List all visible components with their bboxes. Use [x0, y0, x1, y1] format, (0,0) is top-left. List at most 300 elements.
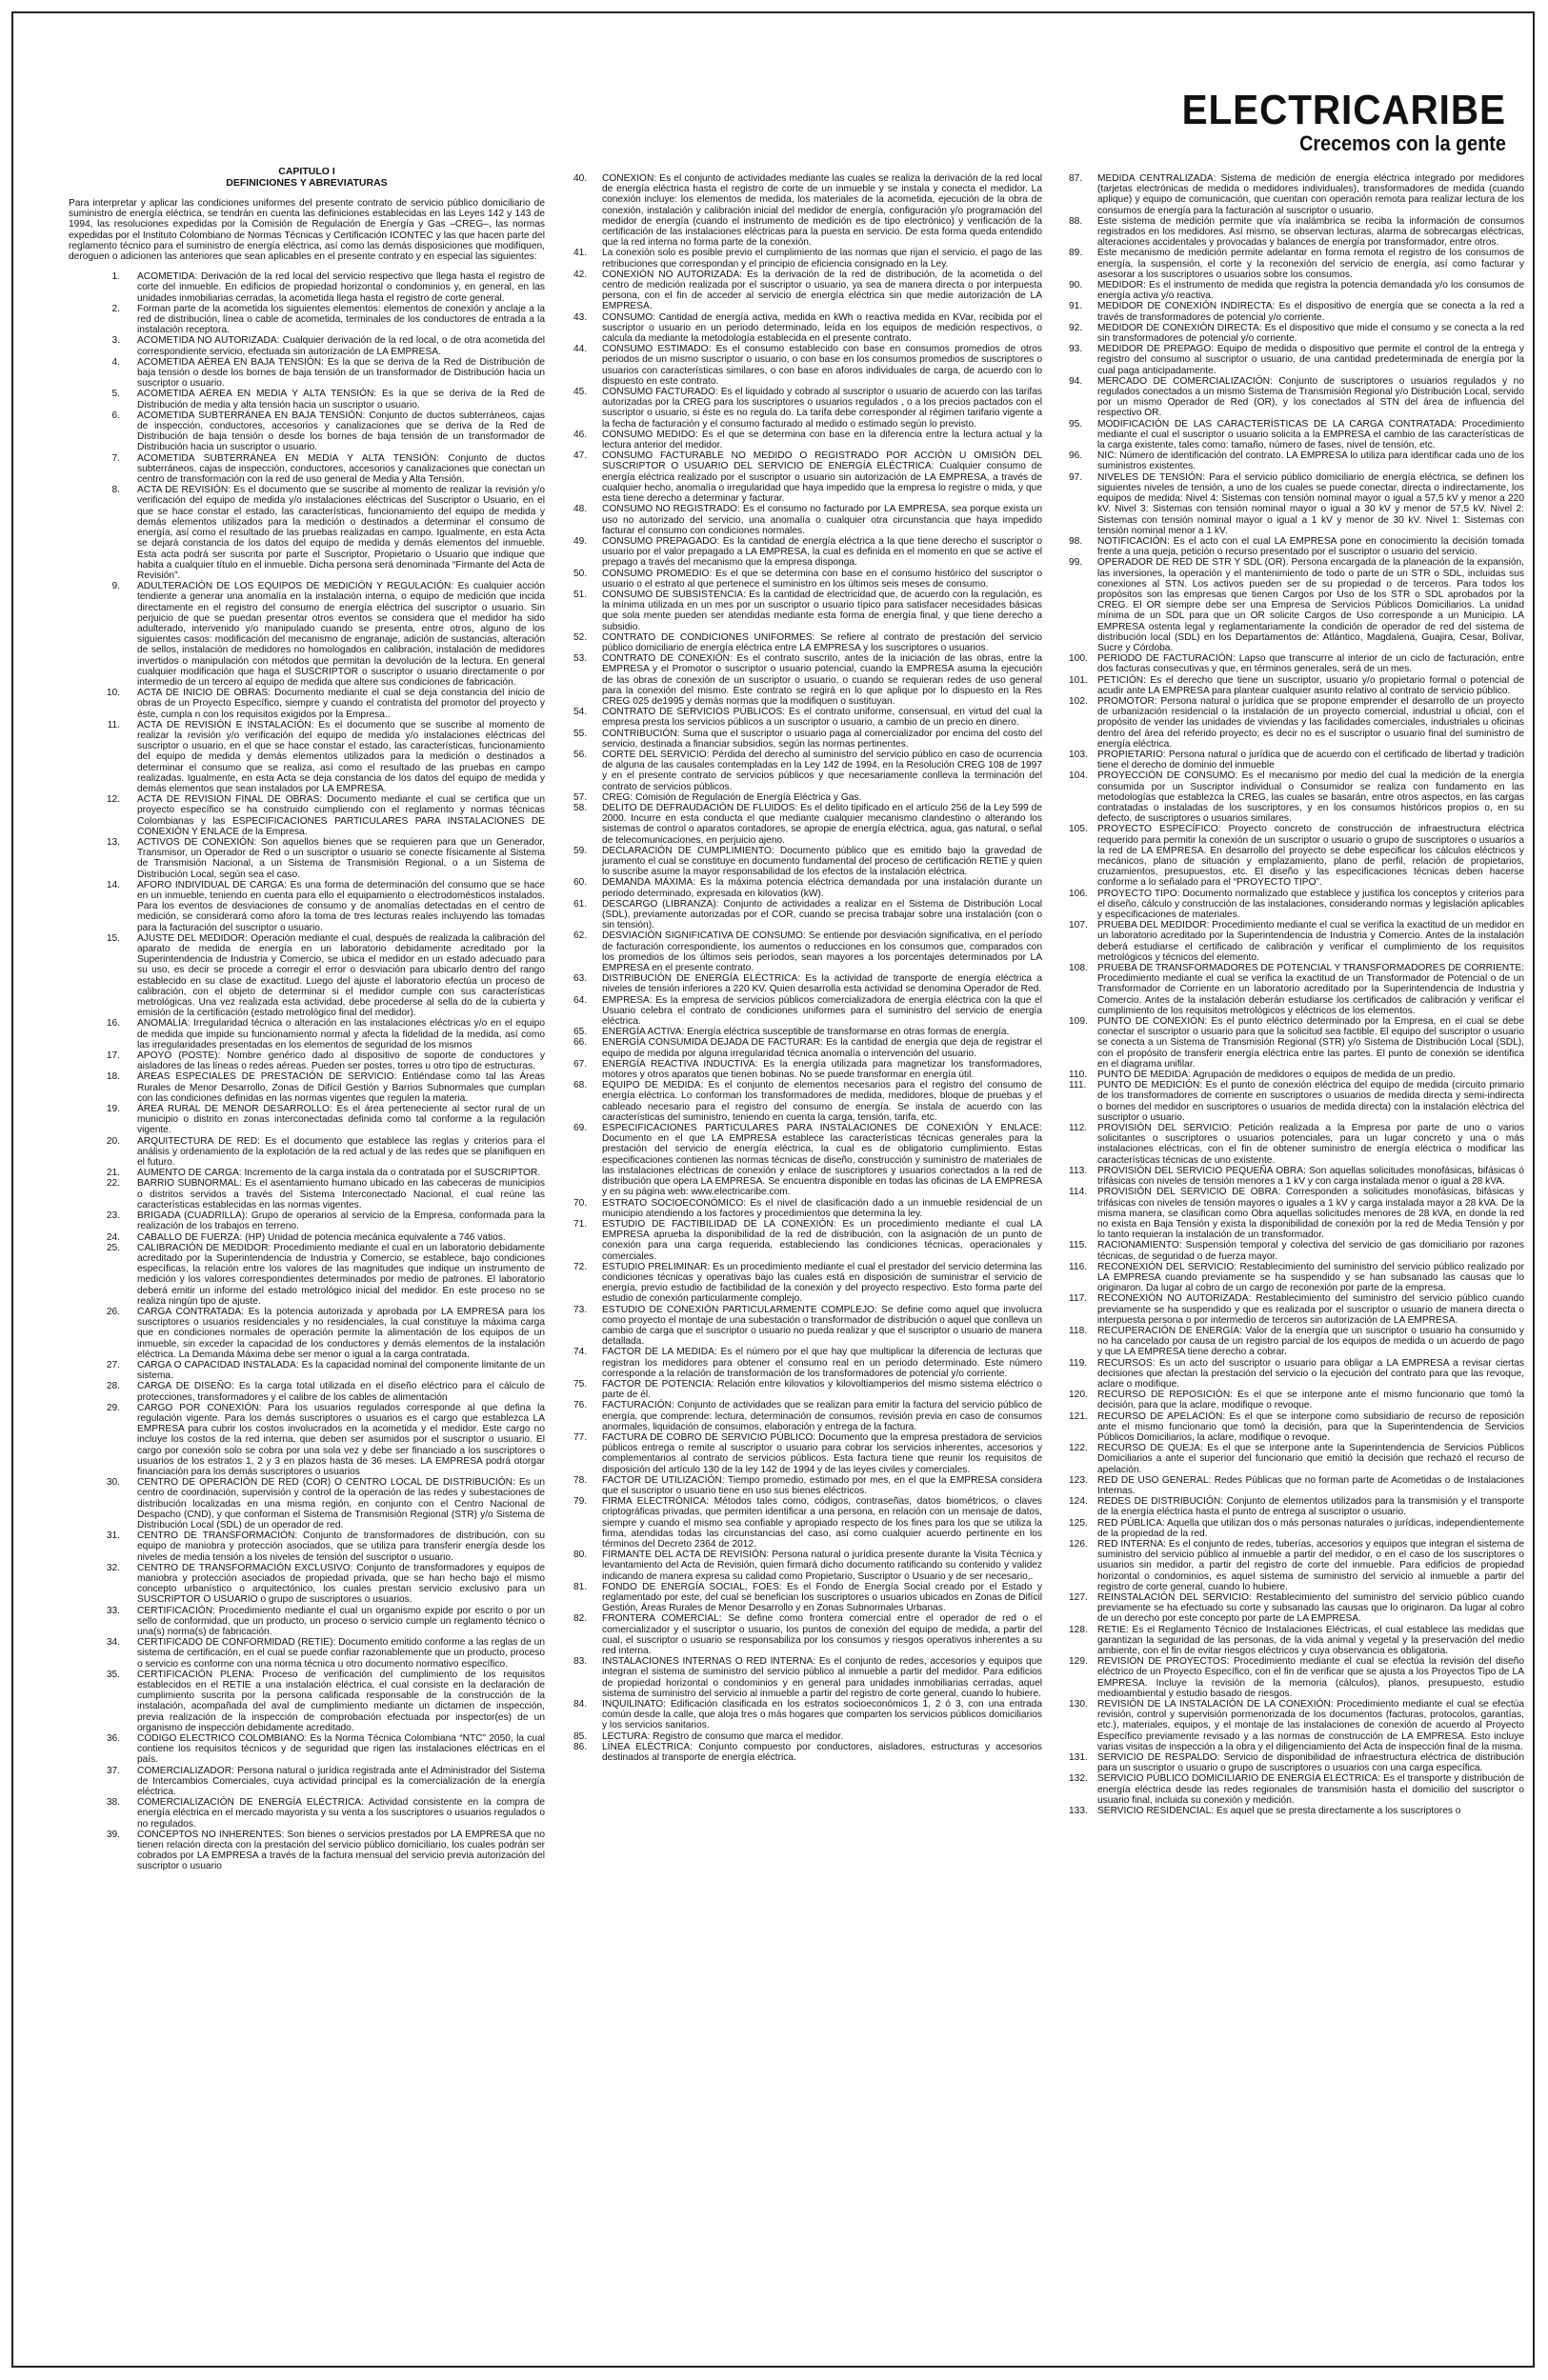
- definition-number: 58.: [573, 802, 588, 813]
- definition-item: [573, 995, 1042, 1028]
- definition-text: MEDIDOR DE CONEXIÓN INDIRECTA: Es el dispositivo de energía que se conecta a la red a través de transformadores de potencial y/o corriente.: [1097, 301, 1524, 323]
- definition-number: 117.: [1069, 1293, 1088, 1305]
- definition-item: [1069, 1411, 1524, 1444]
- definition-text: FACTOR DE UTILIZACIÓN: Tiempo promedio, estimado por mes, en el que la EMPRESA considera que el suscriptor o usuario tiene en uso sus bienes eléctricos.: [602, 1474, 1042, 1496]
- definition-number: 121.: [1069, 1410, 1088, 1422]
- definition-number: 54.: [573, 707, 588, 718]
- definition-text: CARGO POR CONEXIÓN: Para los usuarios regulados corresponde al que defina la regulación vigente. Para los demás suscriptores o usuarios es el cargo que establezca LA EMPRESA para cubrir los costos involucrados en la acometida y el medidor. Este cargo no incluye los costos de la red interna, que deben ser asumidos por el suscriptor o usuario. El cargo por conexión solo se cobra por una sola vez y debe ser financiado a los suscriptores o usuarios de los estratos 1, 2 y 3 en plazos hasta de 36 meses. LA EMPRESA podrá otorgar financiación para los demás suscriptores o usuarios: [137, 1402, 545, 1477]
- definition-item: [69, 1530, 545, 1563]
- definition-item: [69, 1104, 545, 1136]
- definition-text: INQUILINATO: Edificación clasificada en los estratos socioeconómicos 1, 2 ó 3, con una entrada común desde la calle, que aloja tres o más hogares que comparten los servicios públicos domiciliarios y los servicios sanitarios.: [602, 1699, 1042, 1731]
- definition-number: 46.: [573, 429, 588, 440]
- definition-text: SERVICIO DE RESPALDO: Servicio de disponibilidad de infraestructura eléctrica de distribución para un suscriptor o usuario o grupo de suscriptores o usuarios con una carga específica.: [1097, 1752, 1524, 1774]
- definition-text: RECUPERACIÓN DE ENERGÍA: Valor de la energía que un suscriptor o usuario ha consumido y no ha cancelado por causa de un registro parcial de los equipos de medida o un acuerdo de pago y que LA EMPRESA tiene derecho a cobrar.: [1097, 1325, 1524, 1358]
- definition-item: [69, 720, 545, 794]
- definition-item: [573, 1400, 1042, 1432]
- definition-item: [1069, 1806, 1524, 1816]
- definition-item: [69, 1210, 545, 1231]
- definition-item: [69, 1071, 545, 1104]
- definition-item: [573, 1379, 1042, 1400]
- definition-text: CENTRO DE TRANSFORMACIÓN EXCLUSIVO: Conjunto de transformadores y equipos de maniobra y protección asociados de propiedad privada, que se han hecho bajo el mismo concepto urbanístico o arquitectónico, los cuales prestan servicio exclusivo para un SUSCRIPTOR O USUARIO o grupo de suscriptores o usuarios.: [137, 1562, 545, 1606]
- definition-text: RED PÚBLICA: Aquella que utilizan dos o más personas naturales o jurídicas, independientemente de la propiedad de la red.: [1097, 1517, 1524, 1539]
- definition-number: 5.: [111, 389, 120, 400]
- definition-text: DESCARGO (LIBRANZA): Conjunto de actividades a realizar en el Sistema de Distribución Local (SDL), previamente autorizadas por el COR, cuando se precisa trabajar sobre una instalación (con o sin tensión).: [602, 898, 1042, 931]
- definition-item: [573, 653, 1042, 707]
- definition-text: INSTALACIONES INTERNAS O RED INTERNA: Es el conjunto de redes, accesorios y equipos que integran el sistema de suministro del servicio público al inmueble a partir del medidor. Para edificios de propiedad horizontal o condominios y en general para unidades inmobiliarias cerradas, aquel sistema de suministro del servicio al inmueble a partir del registro de corte general, cuando lo hubiere.: [602, 1656, 1042, 1699]
- definition-text: FACTOR DE POTENCIA: Relación entre kilovatios y kilovoltiamperios del mismo sistema eléctrico o parte de él.: [602, 1378, 1042, 1401]
- definition-number: 83.: [573, 1656, 588, 1668]
- definition-text: ADULTERACIÓN DE LOS EQUIPOS DE MEDICIÓN Y REGULACIÓN: Es cualquier acción tendiente a generar una anomalía en la instalación interna, o equipo de medición que incida directamente en el registro del consumo de energía eléctrica del suscriptor o usuario. Sin perjuicio de que se puedan presentar otros eventos se considera que el medidor ha sido adulterado, intervenido y/o manipulado cuando se presenta, entre otros, alguno de los siguientes casos: modificación del mecanismo de engranaje, adición de sustancias, alteración de sellos, instalación de medidores no homologados en calibración, instalación de medidores invertidos o manipulación con métodos que permitan la devolución de la lectura. En general cualquier modificación que haga el SUSCRIPTOR o suscriptor o usuario directamente o por intermedio de un tercero al equipo de medida que altere sus condiciones de fabricación.: [137, 581, 545, 688]
- definition-number: 55.: [573, 728, 588, 739]
- definition-number: 88.: [1069, 215, 1083, 227]
- definition-item: [573, 750, 1042, 792]
- definition-item: [1069, 1752, 1524, 1773]
- definition-number: 32.: [106, 1562, 120, 1573]
- definition-number: 28.: [106, 1381, 120, 1392]
- definition-item: [573, 1219, 1042, 1262]
- definition-text: CREG: Comisión de Regulación de Energía Eléctrica y Gas.: [602, 791, 862, 803]
- definition-text: CARGA DE DISEÑO: Es la carga total utilizada en el diseño eléctrico para el cálculo de protecciones, transformadores y el calibre de los cables de alimentación: [137, 1381, 545, 1403]
- definition-text: PROVISIÓN DEL SERVICIO: Petición realizada a la Empresa por parte de uno o varios solicitantes o suscriptores o usuarios potenciales, para un lugar concreto y una o más instalaciones eléctricas, con el fin de obtener suministro de energía eléctrica o modificar las características técnicas de uno existente.: [1097, 1123, 1524, 1166]
- definition-item: [1069, 770, 1524, 824]
- definition-item: [69, 304, 545, 336]
- definition-number: 73.: [573, 1304, 588, 1315]
- definition-text: ACOMETIDA AÉREA EN BAJA TENSIÓN: Es la que se deriva de la Red de Distribución de baja tensión o desde los bornes de baja tensión de un transformador de Distribución hacia un suscriptor o usuario.: [137, 356, 545, 390]
- definition-item: [1069, 1240, 1524, 1261]
- definition-number: 18.: [106, 1071, 120, 1083]
- definition-text: PROPIETARIO: Persona natural o jurídica que de acuerdo con el certificado de libertad y tradición tiene el derecho de dominio del inmueble: [1097, 749, 1524, 771]
- definition-text: CONSUMO: Cantidad de energía activa, medida en kWh o reactiva medida en KVar, recibida por el suscriptor o usuario en un periodo determinado, leída en los equipos de medición respectivos, o calcula da mediante la metodología establecida en el presente contrato.: [602, 311, 1042, 345]
- definition-number: 63.: [573, 973, 588, 985]
- definition-number: 19.: [106, 1104, 120, 1115]
- definition-text: REVISIÓN DE PROYECTOS: Procedimiento mediante el cual se efectúa la revisión del diseño eléctrico de un Proyecto Específico, con el fin de verificar que se ajusta a los Proyectos Tipo de LA EMPRESA. Incluye la revisión de la memoria (cálculos), planos, presupuesto, estudio medioambiental y estudio basado de riesgos.: [1097, 1656, 1524, 1699]
- definition-item: [1069, 963, 1524, 1016]
- definition-number: 106.: [1069, 888, 1088, 899]
- definition-text: CORTE DEL SERVICIO: Pérdida del derecho al suministro del servicio público en caso de ocurrencia de alguna de las causales contempladas en la Ley 142 de 1994, en la Resolución CREG 108 de 1997 y en el presente contrato de servicios públicos y que necesariamente conlleva la terminación del contrato de servicios públicos.: [602, 749, 1042, 792]
- definition-item: [69, 1136, 545, 1169]
- definition-item: [573, 173, 1042, 248]
- definition-number: 112.: [1069, 1123, 1088, 1134]
- definition-number: 72.: [573, 1261, 588, 1272]
- definition-item: [1069, 920, 1524, 963]
- definition-number: 118.: [1069, 1325, 1088, 1336]
- definition-item: [1069, 419, 1524, 451]
- definition-number: 1.: [111, 271, 120, 283]
- definition-item: [573, 877, 1042, 898]
- definition-text: NIC: Número de identificación del contrato. LA EMPRESA lo utiliza para identificar cada uno de los suministros existentes.: [1097, 450, 1524, 472]
- definition-text: ACOMETIDA SUBTERRÁNEA EN MEDIA Y ALTA TENSIÓN: Conjunto de ductos subterráneos, cajas de inspección, conductores, accesorios y canalizaciones que conectan un centro de transformación con la red de uso general de Media y Alta Tensión.: [137, 452, 545, 486]
- definition-text: FIRMA ELECTRÓNICA: Métodos tales como, códigos, contraseñas, datos biométricos, o claves criptográficas privadas, que permiten identificar a una persona, en relación con un mensaje de datos, siempre y cuando el mismo sea confiable y apropiado respecto de los fines para los que se utiliza la firma, atendidas todas las circunstancias del caso, así como cualquier acuerdo pertinente en los términos del Decreto 2364 de 2012.: [602, 1496, 1042, 1550]
- definition-number: 76.: [573, 1400, 588, 1411]
- definition-number: 6.: [111, 410, 120, 421]
- definition-number: 93.: [1069, 344, 1083, 355]
- definition-item: [1069, 323, 1524, 344]
- definition-number: 68.: [573, 1080, 588, 1091]
- definition-item: [69, 688, 545, 720]
- definition-text: FACTURA DE COBRO DE SERVICIO PÚBLICO: Documento que la empresa prestadora de servicios públicos entrega o remite al suscriptor o usuario para cobrar los servicios inherentes, accesorios y complementarios al contrato de servicios públicos. Esta factura tiene que reunir los requisitos de disposición del artículo 130 de la ley 142 de 1994 y de las leyes civiles y comerciales.: [602, 1431, 1042, 1475]
- definition-item: [573, 450, 1042, 504]
- definition-number: 92.: [1069, 322, 1083, 333]
- definition-number: 96.: [1069, 450, 1083, 462]
- definition-text: ESTUDIO DE FACTIBILIDAD DE LA CONEXIÓN: Es un procedimiento mediante el cual LA EMPRESA aprueba la disponibilidad de la red de distribución, con la asignación de un punto de conexión para una carga requerida, estableciendo las condiciones técnicas, operacionales y comerciales.: [602, 1218, 1042, 1262]
- definitions-list-2: [573, 173, 1042, 1763]
- definition-item: [573, 1699, 1042, 1731]
- definition-text: BARRIO SUBNORMAL: Es el asentamiento humano ubicado en las cabeceras de municipios o distritos servidos a través del Sistema Interconectado Nacional, el cual reúne las características establecidas en las normas vigentes.: [137, 1178, 545, 1210]
- definition-number: 64.: [573, 994, 588, 1006]
- definition-number: 16.: [106, 1018, 120, 1030]
- definition-text: FACTURACIÓN: Conjunto de actividades que se realizan para emitir la factura del servicio público de energía, que comprende: lectura, determinación de consumos, revisión previa en caso de consumos anormales, liquidación de consumos, elaboración y entrega de la factura.: [602, 1400, 1042, 1432]
- definition-number: 15.: [106, 932, 120, 944]
- definition-number: 90.: [1069, 280, 1083, 291]
- definition-number: 75.: [573, 1378, 588, 1390]
- definition-text: PUNTO DE CONEXIÓN: Es el punto eléctrico determinado por la Empresa, en el cual se debe conectar el suscriptor o usuario para que la solicitud sea factible. El equipo del suscriptor o usuario se conecta a un Sistema de Transmisión Regional (STR) y/o Sistema de Distribución Local (SDL), con el propósito de transferir energía eléctrica entre las partes. El punto de conexión se identifica en el diagrama unifilar.: [1097, 1016, 1524, 1070]
- definition-text: REINSTALACIÓN DEL SERVICIO: Restablecimiento del suministro del servicio público cuando previamente se ha efectuado su corte y subsanado las causas que lo originaron. Da lugar al cobro de un derecho por este concepto por parte de LA EMPRESA.: [1097, 1592, 1524, 1625]
- definition-text: MODIFICACIÓN DE LAS CARACTERÍSTICAS DE LA CARGA CONTRATADA: Procedimiento mediante el cual el suscriptor o usuario solicita a la EMPRESA el cambio de las características de la carga existente, tales como: tamaño, número de fases, nivel de tensión, etc.: [1097, 418, 1524, 451]
- definition-item: [573, 1432, 1042, 1475]
- definition-number: 21.: [106, 1168, 120, 1179]
- definition-text: CENTRO DE OPERACIÓN DE RED (COR) O CENTRO LOCAL DE DISTRIBUCIÓN: Es un centro de coordinación, supervisión y control de la operación de las redes y subestaciones de distribución localizadas en una misma región, en conjunto con el Centro Nacional de Despacho (CND), y que conforman el Sistema de Transmisión Regional (STR) y/o Sistema de Distribución Local (SDL) de un operador de red.: [137, 1477, 545, 1530]
- definition-item: [573, 430, 1042, 450]
- definition-item: [1069, 1187, 1524, 1240]
- definition-number: 78.: [573, 1474, 588, 1486]
- definition-item: [1069, 248, 1524, 280]
- definition-item: [573, 270, 1042, 312]
- definition-number: 97.: [1069, 471, 1083, 483]
- definition-text: PROYECCIÓN DE CONSUMO: Es el mecanismo por medio del cual la medición de la energía consumida por un Suscriptor individual o Consumidor se realiza con fundamento en las metodologías que establezca la CREG, las cuales se basarán, entre otros aspectos, en las cargas contratadas o instaladas de los suscriptores, y en los consumos históricos propios o, en su defecto, de suscriptores o usuarios similares.: [1097, 770, 1524, 825]
- definition-number: 23.: [106, 1210, 120, 1222]
- definition-text: CONEXIÓN NO AUTORIZADA: Es la derivación de la red de distribución, de la acometida o del centro de medición realizada por el suscriptor o usuario, ya sea de manera directa o por interpuesta persona, con el fin de acceder al servicio de energía eléctrica sin que medie autorización de LA EMPRESA.: [602, 269, 1042, 312]
- definition-text: ACTA DE REVISIÓN: Es el documento que se suscribe al momento de realizar la revisión y/o verificación del equipo de medida y/o instalaciones eléctricas del Suscriptor o Usuario, en el que se hace constar el estado, las características, funcionamiento del equipo de medida y demás elementos utilizados para la medición o destinados a determinar el consumo de energía, así como el resultado de las pruebas realizadas en campo. Igualmente, en esta Acta se dejará constancia de los datos del equipo de medida y demás elementos del inmueble. Esta acta podrá ser suscrita por parte el Suscriptor, Propietario o Usuario que indique que habita a cualquier título en el inmueble. Dicha persona será denominada “Firmante del Acta de Revisión”.: [137, 485, 545, 581]
- definition-text: PUNTO DE MEDICIÓN: Es el punto de conexión eléctrica del equipo de medida (circuito primario de los transformadores de corriente en suscriptores o usuarios de medida directa y semi-indirecta o bornes del medidor en suscriptores o usuarios de medida directa) con la instalación eléctrica del suscriptor o usuario.: [1097, 1080, 1524, 1123]
- definition-item: [1069, 1443, 1524, 1475]
- definition-item: [69, 933, 545, 1019]
- definition-text: SERVICIO PÚBLICO DOMICILIARIO DE ENERGÍA ELÉCTRICA: Es el transporte y distribución de energía eléctrica desde las redes regionales de transmisión hasta el domicilio del suscriptor o usuario final, incluida su conexión y medición.: [1097, 1773, 1524, 1806]
- definition-text: CONEXIÓN: Es el conjunto de actividades mediante las cuales se realiza la derivación de la red local de energía eléctrica hasta el registro de corte de un inmueble y se instala y conecta el medidor. La conexión incluye: los elementos de medida, los materiales de la acometida, ejecución de la obra de conexión, instalación y calibración inicial del medidor de energía, configuración y/o programación del medidor de energía (cuando el instrumento de medición es de tipo electrónico) y verificación de la certificación de las instalaciones eléctricas para la puesta en servicio. De esta forma queda entendido que la red interna no forma parte de la conexión.: [602, 173, 1042, 249]
- definition-number: 74.: [573, 1347, 588, 1358]
- definition-item: [1069, 1625, 1524, 1657]
- definition-text: CONSUMO FACTURABLE NO MEDIDO O REGISTRADO POR ACCIÓN U OMISIÓN DEL SUSCRIPTOR O USUARIO DEL SERVICIO DE ENERGÍA ELÉCTRICA: Cualquier consumo de energía eléctrica realizado por el suscriptor o usuario sin autorización de LA EMPRESA, a través de cualquier hecho, anomalía o irregularidad que haya impedido que la empresa lo registre o mida, y que esta tiene derecho a determinar y facturar.: [602, 450, 1042, 505]
- definition-text: La conexión solo es posible previo el cumplimiento de las normas que rijan el servicio, el pago de las retribuciones que correspondan y el principio de eficiencia consignado en la Ley.: [602, 248, 1042, 270]
- definition-number: 110.: [1069, 1070, 1088, 1081]
- definition-number: 114.: [1069, 1187, 1088, 1198]
- definition-item: [573, 1037, 1042, 1058]
- definition-text: ESTUDIO PRELIMINAR: Es un procedimiento mediante el cual el prestador del servicio determina las condiciones técnicas y operativas bajo las cuales está en disposición de suministrar el servicio de energía, previo estudio de factibilidad de la conexión y del proyecto respectivo. Esto forma parte del estudio de conexión particularmente complejo.: [602, 1261, 1042, 1305]
- definition-number: 31.: [106, 1530, 120, 1542]
- definition-item: [69, 1243, 545, 1307]
- definition-number: 131.: [1069, 1752, 1088, 1764]
- definition-text: AJUSTE DEL MEDIDOR: Operación mediante el cual, después de realizada la calibración del aparato de medida de energía en un laboratorio debidamente acreditado por la Superintendencia de Industria y Comercio, se ubica el medidor en un estado adecuado para su uso, es decir se procede a corregir el error o desviación para ubicarlo dentro del rango establecido en su clase de exactitud. Luego del ajuste el laboratorio efectúa un proceso de calibración, con el objeto de determinar si el medidor cumple con sus características metrológicas. Una vez realizada esta actividad, debe procederse al sella do de la cubierta y emisión de la certificación (estado metrológico final del medidor).: [137, 932, 545, 1019]
- definition-item: [1069, 1496, 1524, 1517]
- definition-text: CABALLO DE FUERZA: (HP) Unidad de potencia mecánica equivalente a 746 vatios.: [137, 1231, 506, 1243]
- definition-text: REDES DE DISTRIBUCIÓN: Conjunto de elementos utilizados para la transmisión y el transporte de la energía eléctrica hasta el punto de entrega al suscriptor o usuario.: [1097, 1496, 1524, 1518]
- definition-item: [69, 1178, 545, 1210]
- definition-number: 103.: [1069, 749, 1088, 760]
- definition-number: 87.: [1069, 173, 1083, 184]
- definition-text: Este mecanismo de medición permite adelantar en forma remota el registro de los consumos de energía, la suspensión, el corte y la reconexión del servicio de energía, así como facturar y asesorar a los suscriptores o usuarios sobre los consumos.: [1097, 248, 1524, 280]
- definition-text: FONDO DE ENERGÍA SOCIAL, FOES: Es el Fondo de Energía Social creado por el Estado y reglamentado por este, del cual se benefician los suscriptores o usuarios ubicados en Zonas de Difícil Gestión, Áreas Rurales de Menor Desarrollo y en Zonas Subnormales Urbanas.: [602, 1581, 1042, 1614]
- definition-number: 119.: [1069, 1357, 1088, 1369]
- definition-number: 27.: [106, 1359, 120, 1370]
- definition-number: 91.: [1069, 301, 1083, 312]
- definition-item: [573, 1582, 1042, 1614]
- definition-item: [573, 569, 1042, 590]
- definition-item: [573, 1347, 1042, 1379]
- definition-item: [69, 410, 545, 453]
- definition-number: 123.: [1069, 1474, 1088, 1486]
- definition-number: 82.: [573, 1613, 588, 1625]
- definition-number: 49.: [573, 535, 588, 547]
- definition-item: [1069, 750, 1524, 770]
- definition-number: 105.: [1069, 824, 1088, 835]
- definition-text: PUNTO DE MEDIDA: Agrupación de medidores o equipos de medida de un predio.: [1097, 1070, 1456, 1081]
- definition-text: CERTIFICACIÓN PLENA: Proceso de verificación del cumplimiento de los requisitos establecidos en el RETIE a una instalación eléctrica, el cual consiste en la declaración de cumplimiento suscrita por la persona calificada responsable de la construcción de la instalación, acompañada del aval de cumplimiento mediante un dictamen de inspección, previa realización de la inspección de comprobación efectuada por inspector(es) de un organismo de inspección debidamente acreditado.: [137, 1669, 545, 1733]
- definition-number: 57.: [573, 791, 588, 803]
- definition-text: ANOMALÍA: Irregularidad técnica o alteración en las instalaciones eléctricas y/o en el equipo de medida que impide su funcionamiento normal y afecta la fidelidad de la medida, así como las irregularidades presentadas en los elementos de seguridad de los mismos: [137, 1018, 545, 1050]
- chapter-subtitle: DEFINICIONES Y ABREVIATURAS: [226, 177, 388, 189]
- definition-item: [69, 453, 545, 486]
- definition-number: 25.: [106, 1242, 120, 1253]
- definition-number: 89.: [1069, 248, 1083, 259]
- definition-text: SERVICIO RESIDENCIAL: Es aquel que se presta directamente a los suscriptores o: [1097, 1806, 1461, 1817]
- definition-text: ACOMETIDA AÉREA EN MEDIA Y ALTA TENSIÓN: Es la que se deriva de la Red de Distribución de media y alta tensión hacia un suscriptor o usuario.: [137, 389, 545, 410]
- definition-number: 79.: [573, 1496, 588, 1508]
- definition-item: [1069, 1518, 1524, 1539]
- definition-item: [69, 1381, 545, 1402]
- definition-number: 124.: [1069, 1496, 1088, 1508]
- definition-text: PROVISIÓN DEL SERVICIO PEQUEÑA OBRA: Son aquellas solicitudes monofásicas, bifásicas ó trifásicas con niveles de tensión menores a 1 kV y con carga instalada menor o igual a 28 kVA.: [1097, 1165, 1524, 1188]
- definition-item: [573, 1080, 1042, 1123]
- definition-text: DISTRIBUCIÓN DE ENERGÍA ELÉCTRICA: Es la actividad de transporte de energía eléctrica a niveles de tensión inferiores a 220 KV. Quien desarrolla esta actividad se denomina Operador de Red.: [602, 973, 1042, 995]
- definition-text: ARQUITECTURA DE RED: Es el documento que establece las reglas y criterios para el análisis y ordenamiento de la explotación de la red actual y de las redes que se planifiquen en el futuro.: [137, 1135, 545, 1169]
- definition-text: Este sistema de medición permite que vía inalámbrica se reciba la información de consumos registrados en los medidores. Así mismo, se observan lecturas, alarma de sobrecargas eléctricas, alteraciones accidentales y provocadas y balances de energía por transformador, entre otros.: [1097, 215, 1524, 249]
- definition-item: [573, 504, 1042, 536]
- definition-text: ACTA DE REVISIÓN E INSTALACIÓN: Es el documento que se suscribe al momento de realizar la revisión y/o verificación del equipo de medida y/o instalaciones eléctricas del suscriptor o usuario, en el que se hace constar el estado, las características, funcionamiento del equipo de medida y demás elementos utilizados para la medición o destinados a determinar el consumo que se realiza, así como el resultado de las pruebas en campo realizadas. Igualmente, en esta Acta se deja constancia de los datos del equipo de medida y demás elementos que sean instalados por LA EMPRESA.: [137, 719, 545, 794]
- definition-number: 38.: [106, 1797, 120, 1809]
- definition-item: [69, 1018, 545, 1050]
- definition-item: [69, 1830, 545, 1872]
- definition-text: CONSUMO MEDIDO: Es el que se determina con base en la diferencia entre la lectura actual y la lectura anterior del medidor.: [602, 429, 1042, 451]
- definition-number: 102.: [1069, 695, 1088, 707]
- definition-item: [1069, 1123, 1524, 1166]
- definition-number: 130.: [1069, 1699, 1088, 1710]
- definition-item: [573, 1305, 1042, 1348]
- definition-number: 133.: [1069, 1806, 1088, 1817]
- definition-item: [573, 1742, 1042, 1763]
- definition-text: ACTA DE INICIO DE OBRAS: Documento mediante el cual se deja constancia del inicio de obras de un Proyecto Específico, siempre y cuando el contratista del promotor del proyecto y éste, cumpla n con los requisitos exigidos por la Empresa..: [137, 688, 545, 720]
- definition-item: [1069, 1293, 1524, 1326]
- definition-number: 41.: [573, 248, 588, 259]
- definition-item: [69, 581, 545, 688]
- definition-item: [1069, 1390, 1524, 1410]
- definition-number: 129.: [1069, 1656, 1088, 1668]
- definition-text: MEDIDOR DE PREPAGO: Equipo de medida o dispositivo que permite el control de la entrega y registro del consumo al suscriptor o usuario, de una cantidad predeterminada de energía por la cual paga anticipadamente.: [1097, 344, 1524, 376]
- definition-number: 107.: [1069, 920, 1088, 931]
- definition-number: 60.: [573, 877, 588, 889]
- definition-number: 67.: [573, 1058, 588, 1070]
- definition-number: 35.: [106, 1669, 120, 1680]
- definition-item: [573, 1496, 1042, 1550]
- definition-number: 81.: [573, 1581, 588, 1592]
- definition-text: LÍNEA ELÉCTRICA: Conjunto compuesto por conductores, aisladores, estructuras y accesorios destinados al transporte de energía eléctrica.: [602, 1741, 1042, 1764]
- definition-item: [1069, 1358, 1524, 1390]
- definition-number: 128.: [1069, 1624, 1088, 1635]
- definition-item: [573, 1550, 1042, 1582]
- definition-text: ENERGÍA ACTIVA: Energía eléctrica susceptible de transformarse en otras formas de energía.: [602, 1027, 1010, 1038]
- definition-number: 14.: [106, 879, 120, 890]
- definition-item: [69, 1403, 545, 1477]
- definition-item: [573, 632, 1042, 653]
- definition-number: 95.: [1069, 418, 1083, 430]
- definition-text: CODIGO ELECTRICO COLOMBIANO: Es la Norma Técnica Colombiana “NTC” 2050, la cual contiene los requisitos técnicos y de seguridad que rigen las instalaciones eléctricas en el país.: [137, 1733, 545, 1766]
- definition-text: ACOMETIDA SUBTERRÁNEA EN BAJA TENSIÓN: Conjunto de ductos subterráneos, cajas de inspección, conductores, accesorios y canalizaciones que se deriva de la Red de Distribución de baja tensión o desde los bornes de baja tensión de un transformador de Distribución hacia un suscriptor o usuario.: [137, 410, 545, 453]
- definition-item: [69, 1670, 545, 1733]
- definition-item: [573, 1123, 1042, 1197]
- definition-text: CONTRATO DE CONEXIÓN: Es el contrato suscrito, antes de la iniciación de las obras, entre la EMPRESA y el Promotor o suscriptor o usuario potencial, cuando la EMPRESA asuma la ejecución de las obras de conexión de un suscriptor o usuario, o cuando se requieran redes de uso general para la conexión del mismo. Este contrato se regirá en lo que aplique por lo dispuesto en la Res CREG 025 de1995 y demás normas que la modifiquen o sustituyan.: [602, 653, 1042, 707]
- definition-item: [1069, 1539, 1524, 1592]
- definition-number: 113.: [1069, 1165, 1088, 1176]
- definition-text: CARGA CONTRATADA: Es la potencia autorizada y aprobada por LA EMPRESA para los suscriptores o usuarios residenciales y no residenciales, la cual constituye la máxima carga que en condiciones normales de operación permite la alimentación de los equipos de un inmueble, sin exceder la capacidad de los conductores y demás elementos de la instalación eléctrica. La Demanda Máxima debe ser menor o igual a la carga contratada.: [137, 1306, 545, 1360]
- definition-item: [1069, 1699, 1524, 1752]
- definition-text: FIRMANTE DEL ACTA DE REVISIÓN: Persona natural o jurídica presente durante la Visita Técnica y levantamiento del Acta de Revisión, quien firmará dicho documento ratificando su contenido y validez indicando de manera expresa su calidad como Propietario, Suscriptor o Usuario y de ser necesario,.: [602, 1550, 1042, 1582]
- definition-text: CENTRO DE TRANSFORMACIÓN: Conjunto de transformadores de distribución, con su equipo de maniobra y protección asociados, que se utiliza para transferir energía desde los niveles de media tensión a los niveles de tensión del suscriptor o usuario.: [137, 1530, 545, 1563]
- definition-number: 11.: [107, 719, 120, 730]
- definition-text: BRIGADA (CUADRILLA): Grupo de operarios al servicio de la Empresa, conformada para la realización de los trabajos en terreno.: [137, 1210, 545, 1232]
- definition-number: 61.: [573, 898, 588, 910]
- definition-number: 52.: [573, 631, 588, 643]
- definition-text: Forman parte de la acometida los siguientes elementos: elementos de conexión y anclaje a la red de distribución, línea o cable de acometida, terminales de los conductores de entrada a la instalación receptora.: [137, 303, 545, 336]
- definition-number: 100.: [1069, 653, 1088, 665]
- definition-item: [69, 1232, 545, 1243]
- definition-item: [573, 1027, 1042, 1037]
- definition-number: 30.: [106, 1477, 120, 1489]
- definition-number: 71.: [573, 1218, 588, 1230]
- definition-text: RECONEXIÓN NO AUTORIZADA: Restablecimiento del suministro del servicio público cuando previamente se ha suspendido y que es realizada por el suscriptor o usuario de manera directa o interpuesta persona o por intermedio de terceros sin autorización de LA EMPRESA.: [1097, 1293, 1524, 1326]
- definition-item: [573, 1731, 1042, 1742]
- definition-item: [1069, 301, 1524, 322]
- definition-number: 36.: [106, 1733, 120, 1745]
- definition-text: CONSUMO PROMEDIO: Es el que se determina con base en el consumo histórico del suscriptor o usuario o el estrato al que pertenece el suministro en los últimos seis meses de consumo.: [602, 568, 1042, 590]
- definition-number: 127.: [1069, 1592, 1088, 1604]
- definition-number: 3.: [111, 335, 120, 347]
- definition-text: ÁREA RURAL DE MENOR DESARROLLO: Es el área perteneciente al sector rural de un municipio o distrito en zonas interconectadas definida como tal conforme a la regulación vigente.: [137, 1104, 545, 1136]
- definition-number: 43.: [573, 311, 588, 323]
- definition-text: CONTRATO DE CONDICIONES UNIFORMES: Se refiere al contrato de prestación del servicio público domiciliario de energía eléctrica entre LA EMPRESA y los suscriptores o usuarios.: [602, 631, 1042, 653]
- definition-text: LECTURA: Registro de consumo que marca el medidor.: [602, 1730, 844, 1742]
- definition-text: PROVISIÓN DEL SERVICIO DE OBRA: Corresponden a solicitudes monofásicas, bifásicas y trifásicas con niveles de tensión mayores o iguales a 1 kV y carga instalada mayor a 28 kVA. De la misma manera, se clasifican como Obra aquellas solicitudes menores de 28 kVA, en donde la red no exista en Baja Tensión y exista la disponibilidad de conexión por la red de Media Tensión y por lo tanto requieran la instalación de un transformador.: [1097, 1187, 1524, 1241]
- definition-item: [1069, 1080, 1524, 1123]
- definition-item: [1069, 1070, 1524, 1080]
- definition-number: 10.: [106, 688, 120, 699]
- definition-number: 37.: [106, 1765, 120, 1776]
- definition-item: [573, 729, 1042, 750]
- definition-text: CARGA O CAPACIDAD INSTALADA: Es la capacidad nominal del componente limitante de un sistema.: [137, 1359, 545, 1382]
- definition-item: [1069, 536, 1524, 557]
- definition-number: 94.: [1069, 375, 1083, 387]
- definition-text: DESVIACIÓN SIGNIFICATIVA DE CONSUMO: Se entiende por desviación significativa, en el período de facturación correspondiente, los aumentos o reducciones en los consumos que, comparados con los promedios de los últimos seis períodos, sean mayores a los porcentajes determinados por LA EMPRESA en el presente contrato.: [602, 930, 1042, 974]
- definition-number: 51.: [573, 589, 588, 600]
- definition-number: 65.: [573, 1027, 588, 1038]
- definition-item: [1069, 696, 1524, 750]
- definition-number: 86.: [573, 1741, 588, 1752]
- definition-number: 40.: [573, 173, 588, 184]
- definition-item: [1069, 1016, 1524, 1070]
- definition-text: AFORO INDIVIDUAL DE CARGA: Es una forma de determinación del consumo que se hace en un inmueble, teniendo en cuenta para ello el equipamiento o electrodomésticos instalados. Para los eventos de desviaciones de consumo y de anomalías detectadas en el centro de medición, se considerará como aforo la toma de tres lecturas reales incluyendo las tomadas para la facturación del suscriptor o usuario.: [137, 879, 545, 933]
- brand-tagline: Crecemos con la gente: [1299, 131, 1506, 155]
- definition-number: 39.: [106, 1829, 120, 1840]
- definition-number: 132.: [1069, 1773, 1088, 1785]
- definition-number: 48.: [573, 504, 588, 515]
- definition-number: 56.: [573, 749, 588, 760]
- definition-item: [1069, 1262, 1524, 1294]
- definition-number: 99.: [1069, 557, 1083, 569]
- definition-text: NOTIFICACIÓN: Es el acto con el cual LA EMPRESA pone en conocimiento la decisión tomada frente a una queja, petición o recurso presentado por el suscriptor o usuario del servicio.: [1097, 535, 1524, 558]
- definition-number: 70.: [573, 1197, 588, 1209]
- definition-item: [1069, 1326, 1524, 1358]
- definition-text: CONSUMO ESTIMADO: Es el consumo establecido con base en consumos promedios de otros periodos de un mismo suscriptor o usuario, o con base en los consumos promedios de suscriptores o usuarios con características similares, o con base en aforos individuales de carga, de acuerdo con lo dispuesto en este contrato.: [602, 344, 1042, 387]
- definition-item: [1069, 216, 1524, 249]
- definition-number: 69.: [573, 1123, 588, 1134]
- definition-text: AUMENTO DE CARGA: Incremento de la carga instala da o contratada por el SUSCRIPTOR.: [137, 1168, 541, 1179]
- definition-text: RECONEXIÓN DEL SERVICIO: Restablecimiento del suministro del servicio público realizado por LA EMPRESA cuando previamente se ha suspendido y se han subsanado las causas que lo originaron. Da lugar al cobro de un cargo de reconexión por parte de la empresa.: [1097, 1261, 1524, 1294]
- definition-text: DEMANDA MÁXIMA: Es la máxima potencia eléctrica demandada por una instalación durante un periodo determinado, expresada en kilovatios (kW).: [602, 877, 1042, 899]
- definition-item: [69, 389, 545, 410]
- definition-item: [573, 1059, 1042, 1080]
- definition-item: [573, 590, 1042, 632]
- definition-item: [1069, 889, 1524, 921]
- definition-item: [1069, 824, 1524, 888]
- definitions-list-3: [1069, 173, 1524, 1816]
- definition-item: [69, 1637, 545, 1670]
- definition-number: 62.: [573, 930, 588, 942]
- definition-item: [573, 248, 1042, 269]
- definition-text: MEDIDOR DE CONEXIÓN DIRECTA: Es el dispositivo que mide el consumo y se conecta a la red sin transformadores de potencial y/o corriente.: [1097, 322, 1524, 345]
- definition-text: CONSUMO FACTURADO: Es el liquidado y cobrado al suscriptor o usuario de acuerdo con las tarifas autorizadas por la CREG para los suscriptores o usuarios regulados , o a los precios pactados con el suscriptor o usuario, si éste es no regula do. La tarifa debe corresponder al régimen tarifario vigente a la fecha de facturación y el consumo facturado al medido o estimado según lo previsto.: [602, 387, 1042, 430]
- definition-item: [573, 707, 1042, 728]
- definition-item: [69, 1606, 545, 1638]
- definition-number: 126.: [1069, 1539, 1088, 1550]
- definition-text: CONSUMO NO REGISTRADO: Es el consumo no facturado por LA EMPRESA, sea porque exista un uso no autorizado del servicio, una anomalía o cualquier otra circunstancia que haya impedido facturar el consumo con condiciones normales.: [602, 504, 1042, 536]
- definition-text: RED INTERNA: Es el conjunto de redes, tuberías, accesorios y equipos que integran el sistema de suministro del servicio público al inmueble a partir del medidor, o en el caso de los suscriptores o usuarios sin medidor, a partir del registro de corte del inmueble. Para edificios de propiedad horizontal o condominios, es aquel sistema de suministro del servicio al inmueble a partir del registro de corte general, cuando lo hubiere.: [1097, 1539, 1524, 1592]
- document-page: [11, 11, 1535, 2368]
- definition-text: FACTOR DE LA MEDIDA: Es el número por el que hay que multiplicar la diferencia de lecturas que registran los medidores para obtener el consumo real en un periodo determinado. Este número corresponde a la relación de transformación de los transformadores de potencial y/o corriente.: [602, 1347, 1042, 1379]
- definition-number: 20.: [106, 1135, 120, 1147]
- definition-text: DECLARACIÓN DE CUMPLIMIENTO: Documento público que es emitido bajo la gravedad de juramento el cual se constituye en documento fundamental del proceso de certificación RETIE y quien lo suscribe asume la mayor responsabilidad de los efectos de la instalación eléctrica.: [602, 845, 1042, 878]
- definition-text: OPERADOR DE RED DE STR Y SDL (OR). Persona encargada de la planeación de la expansión, las inversiones, la operación y el mantenimiento de todo o parte de un STR o SDL, incluidas sus conexiones al STN. Los activos pueden ser de su propiedad o de terceros. Para todos los propósitos son las empresas que tienen Cargos por Uso de los STR o SDL aprobados por la CREG. El OR siempre debe ser una Empresa de Servicios Públicos Domiciliarios. La unidad mínima de un SDL para que un OR solicite Cargos de Uso corresponde a un Municipio. LA EMPRESA ostenta legal y reglamentariamente la condición de operador de red del sistema de distribución local (SDL) en los Departamentos de: Atlántico, Magdalena, Guajira, Cesar, Bolívar, Sucre y Córdoba.: [1097, 557, 1524, 653]
- brand-header: [1154, 87, 1506, 156]
- definition-number: 59.: [573, 845, 588, 856]
- definition-number: 120.: [1069, 1390, 1088, 1401]
- definition-number: 42.: [573, 269, 588, 280]
- definition-item: [1069, 376, 1524, 419]
- definition-item: [69, 1563, 545, 1606]
- definition-item: [1069, 557, 1524, 653]
- definition-number: 9.: [111, 581, 120, 592]
- definition-text: CONSUMO PREPAGADO: Es la cantidad de energía eléctrica a la que tiene derecho el suscriptor o usuario por el valor prepagado a LA EMPRESA, la cual es definida en el momento en que se active el prepago a través del mecanismo que la empresa disponga.: [602, 535, 1042, 569]
- definition-number: 12.: [106, 794, 120, 806]
- definition-text: ESTRATO SOCIOECONÓMICO: Es el nivel de clasificación dado a un inmueble residencial de un municipio atendiendo a los factores y procedimientos que determina la ley.: [602, 1197, 1042, 1219]
- text-column-1: [69, 166, 545, 2356]
- definition-number: 53.: [573, 653, 588, 665]
- definition-text: MEDIDA CENTRALIZADA: Sistema de medición de energía eléctrica integrado por medidores (tarjetas electrónicas de medida o medidores individuales), transformadores de medida (cuando aplique) y equipo de comunicación, que cuentan con operación remota para realizar lectura de los consumos de energía para la facturación al suscriptor o usuario.: [1097, 173, 1524, 216]
- brand-logo-name: ELECTRICARIBE: [1181, 87, 1506, 133]
- definition-number: 85.: [573, 1730, 588, 1742]
- definition-item: [69, 1797, 545, 1830]
- definition-number: 2.: [111, 303, 120, 314]
- definition-text: ESPECIFICACIONES PARTICULARES PARA INSTALACIONES DE CONEXIÓN Y ENLACE: Documento en el que LA EMPRESA establece las características técnicas generales para la prestación del servicio de energía eléctrica, la cual es de obligatorio cumplimiento. Estas especificaciones contienen las normas técnicas de diseño, construcción y suministro de materiales de las instalaciones eléctricas de conexión y enlace de suscriptores y usuarios conectados a la red de distribución que opera LA EMPRESA. Se encuentra disponible en todas las oficinas de LA EMPRESA y en su página web: www.electricaribe.com.: [602, 1123, 1042, 1198]
- definition-text: PERIODO DE FACTURACIÓN: Lapso que transcurre al interior de un ciclo de facturación, entre dos facturas consecutivas y que, en términos generales, será de un mes.: [1097, 653, 1524, 675]
- definition-text: RECURSO DE APELACIÓN: Es el que se interpone como subsidiario de recurso de reposición ante el mismo funcionario que tomó la decisión, para que la Superintendencia de Servicios Públicos Domiciliarios, la aclare, modifique o revoque.: [1097, 1410, 1524, 1443]
- definition-item: [573, 1613, 1042, 1656]
